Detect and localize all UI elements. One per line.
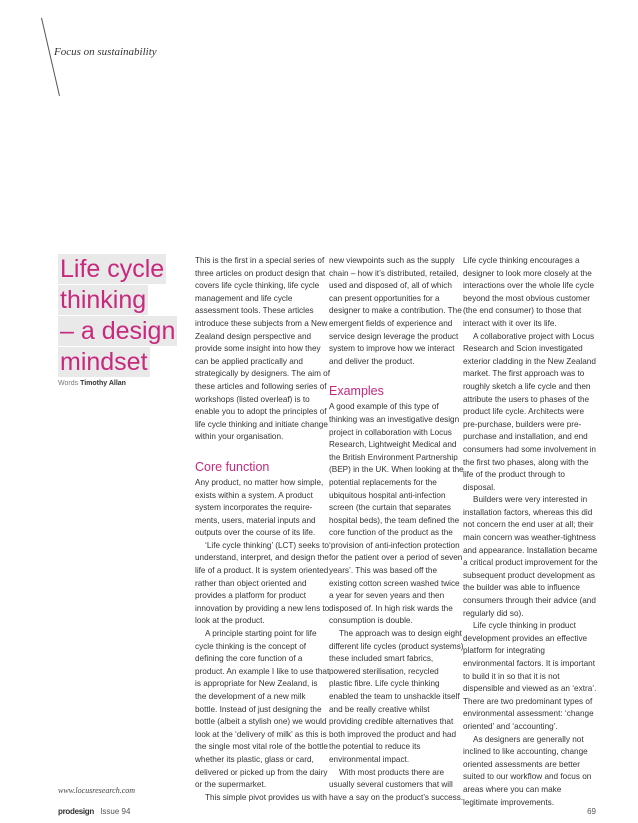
issue-number: Issue 94 (100, 807, 131, 816)
body-paragraph: A principle starting point for life cycle thinking is the concept of defining the core function of a product. An example I like to use that is appropriate for New Zealand, is the development of a new milk bottle. Instead of just designing the bottle (albeit a stylish one) we would look at the ‘delivery of milk’ as this is the single most vital role of the bottle whether its plastic, glass or card, delivered or picked up from the dairy or the supermarket. (195, 629, 330, 790)
article-column-1 (195, 255, 330, 804)
footer-brand (58, 807, 130, 816)
body-paragraph: As designers are generally not inclined to like accounting, change oriented assessments are better suited to our workflow and focus on areas where you can make legitimate improvements. (463, 734, 592, 807)
section-label: Focus on sustainability (54, 46, 157, 58)
section-heading: Core function (195, 459, 270, 474)
body-paragraph: Builders were very interested in installation factors, whereas this did not concern the end user at all; their main concern was weather-tightness and appearance. Installation became a critical product improvement for the subsequent product development as the builder was able to influence consumers through their advice (and regularly did so). (463, 495, 598, 618)
body-paragraph: This simple pivot provides us with (205, 792, 327, 802)
title-line: mindset (60, 348, 148, 376)
body-paragraph: Any product, no matter how simple, exists within a system. A product system incorporates the require-ments, users, material inputs and outputs over the course of its life. (195, 477, 324, 538)
body-paragraph: This is the first in a special series of three articles on product design that covers life cycle thinking, life cycle management and life cycle assessment tools. These articles introduce these subjects from a New Zealand design perspective and provide some insight into how they can be applied practically and strategically by designers. The aim of these articles and following series of workshops (listed overleaf) is to enable you to adopt the principles of life cycle thinking and initiate change within your organisation. (195, 256, 331, 442)
page-number: 69 (587, 807, 596, 816)
body-paragraph: With most products there are usually several customers that will have a say on the product’s success. (329, 767, 464, 802)
website-link[interactable]: www.locusresearch.com (58, 786, 136, 795)
title-line: Life cycle (60, 255, 165, 283)
article-title (58, 254, 178, 378)
article-column-2 (329, 255, 464, 804)
body-paragraph: ‘Life cycle thinking’ (LCT) seeks to understand, interpret, and design the life of a product. It is system oriented rather than object oriented and provides a platform for product innovation by providing a new lens to look at the product. (195, 540, 330, 626)
article-column-3 (463, 255, 598, 809)
byline-author: Timothy Allan (80, 380, 126, 387)
body-paragraph: The approach was to design eight different life cycles (product systems) these included smart fabrics, powered sterilisation, recycled plastic fibre. Life cycle thinking enabled the team to unshackle itself and be really creative whilst providing credible alternatives that both improved the product and had the potential to reduce its environmental impact. (329, 629, 464, 764)
title-line: – a design (60, 317, 176, 345)
body-paragraph: A good example of this type of thinking was an investigative design project in collaboration with Locus Research, Lightweight Medical and the British Environment Partnership (BEP) in the UK. When looking at the potential replacements for the ubiquitous hospital anti-infection screen (the curtain that separates hospital beds), the team defined the core function of the product as the ‘provision of anti-infection protection for the patient over a period of seven years’. This was based off the existing cotton screen washed twice a year for seven years and then disposed of. In high risk wards the consumption is double. (329, 402, 464, 626)
magazine-logo: prodesign (58, 807, 94, 816)
body-paragraph: new viewpoints such as the supply chain – how it’s distributed, retailed, used and disposed of, all of which can present opportunities for a designer to make a contribution. The emergent fields of experience and service design leverage the product system to improve how we interact and deliver the product. (329, 256, 462, 366)
byline (58, 380, 126, 387)
section-heading: Examples (329, 384, 384, 399)
byline-prefix: Words (58, 380, 79, 387)
body-paragraph: Life cycle thinking in product development provides an effective platform for integrating environmental factors. It is important to build it in so that it is not dispensible and viewed as an ‘extra’. There are two predominant types of environmental assessment: ‘change oriented’ and ‘accounting’. (463, 621, 597, 731)
body-paragraph: A collaborative project with Locus Research and Scion investigated exterior cladding in the New Zealand market. The first approach was to roughly sketch a life cycle and then attribute the users to phases of the product life cycle. Architects were pre-purchase, builders were pre-purchase and installation, and end consumers had some involvement in the first two phases, along with the life of the product through to disposal. (463, 331, 596, 492)
title-line: thinking (60, 286, 147, 314)
body-paragraph: Life cycle thinking encourages a designer to look more closely at the interactions over the whole life cycle beyond the most obvious customer (the end consumer) to those that interact with it over its life. (463, 256, 595, 328)
